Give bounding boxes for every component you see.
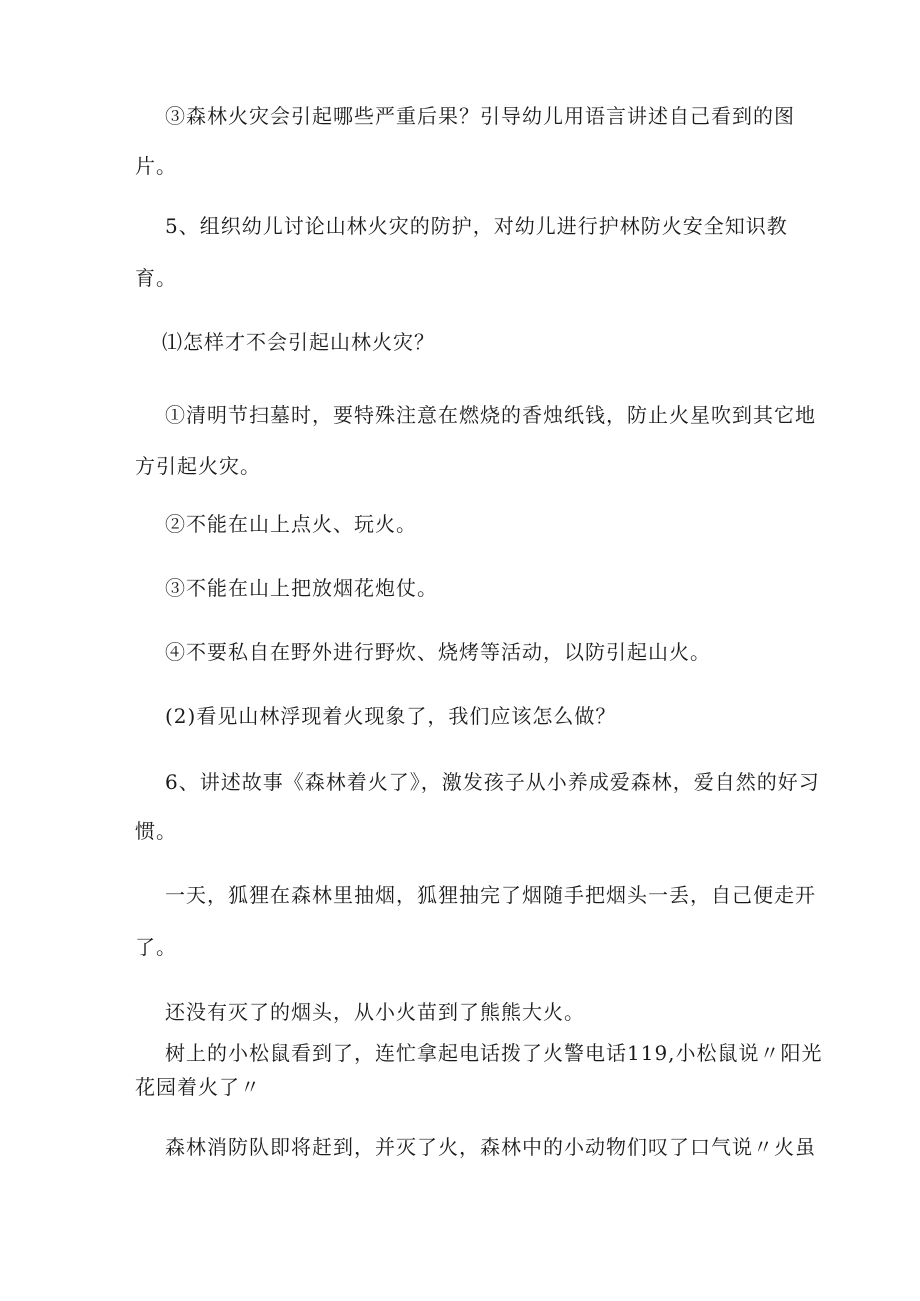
text-line: ③不能在山上把放烟花炮仗。 <box>165 576 438 600</box>
text-line: 片。 <box>135 154 177 178</box>
text-line: ①清明节扫墓时，要特殊注意在燃烧的香烛纸钱，防止火星吹到其它地 <box>165 403 816 427</box>
text-line: 惯。 <box>135 819 177 843</box>
text-line: 5、组织幼儿讨论山林火灾的防护，对幼儿进行护林防火安全知识教 <box>165 214 788 238</box>
text-line: ②不能在山上点火、玩火。 <box>165 512 417 536</box>
text-line: 树上的小松鼠看到了，连忙拿起电话拨了火警电话119,小松鼠说〃阳光 <box>165 1041 823 1065</box>
text-line: (2)看见山林浮现着火现象了，我们应该怎么做？ <box>165 704 617 728</box>
text-line: ⑴怎样才不会引起山林火灾？ <box>162 330 435 354</box>
text-line: 育。 <box>135 266 177 290</box>
text-line: 森林消防队即将赶到，并灭了火，森林中的小动物们叹了口气说〃火虽 <box>165 1135 816 1159</box>
text-line: 一天，狐狸在森林里抽烟，狐狸抽完了烟随手把烟头一丢，自己便走开 <box>165 883 816 907</box>
text-line: 了。 <box>135 935 177 959</box>
text-line: 方引起火灾。 <box>135 454 261 478</box>
text-line: ③森林火灾会引起哪些严重后果？引导幼儿用语言讲述自己看到的图 <box>165 104 795 128</box>
text-line: ④不要私自在野外进行野炊、烧烤等活动，以防引起山火。 <box>165 640 711 664</box>
text-line: 还没有灭了的烟头，从小火苗到了熊熊大火。 <box>165 1000 585 1024</box>
text-line: 6、讲述故事《森林着火了》，激发孩子从小养成爱森林，爱自然的好习 <box>165 770 820 794</box>
text-line: 花园着火了〃 <box>135 1075 261 1099</box>
